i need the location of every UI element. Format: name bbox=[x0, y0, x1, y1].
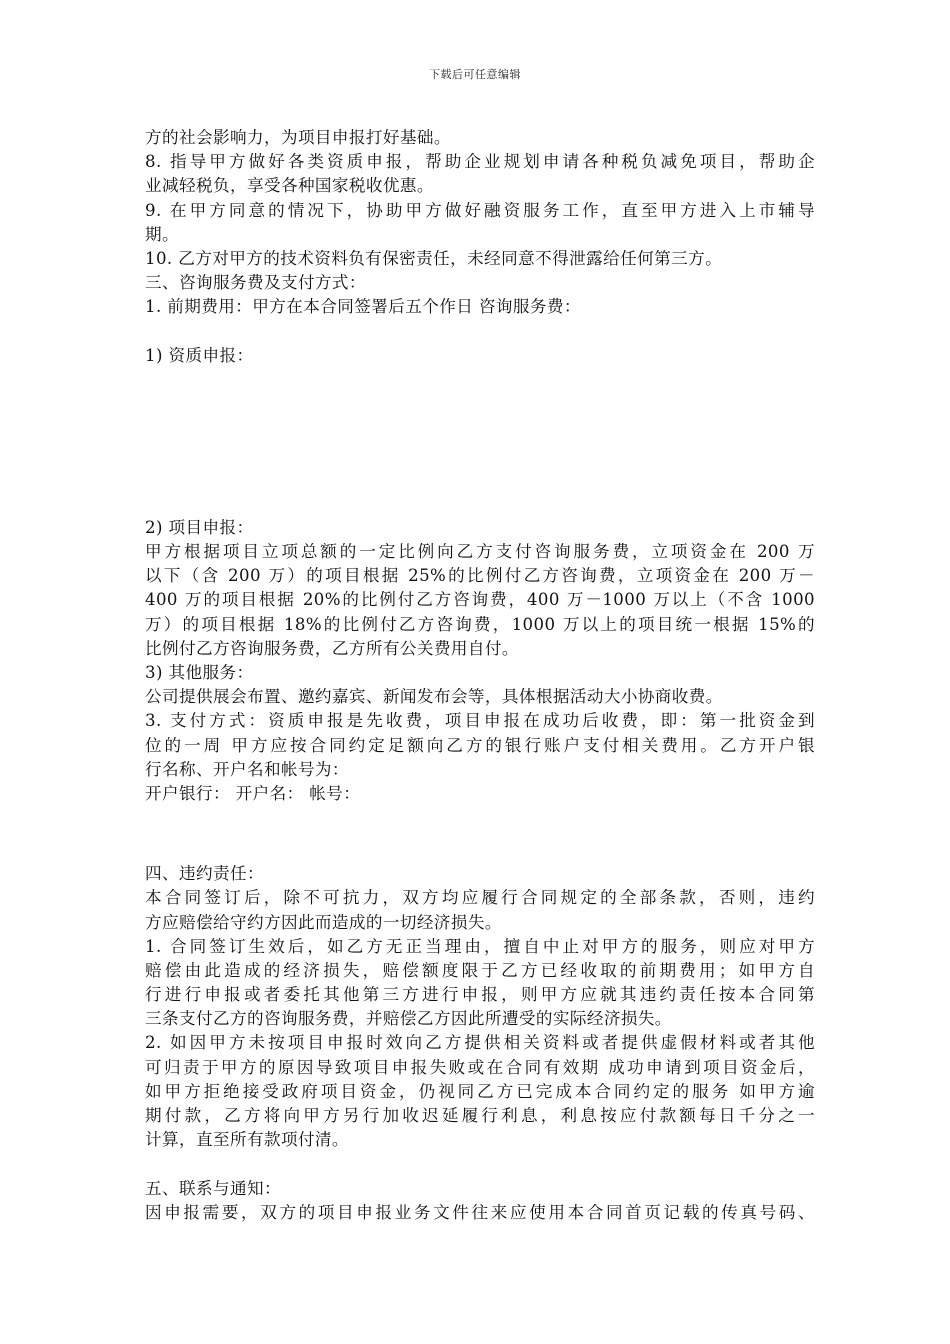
paragraph-line: 400 万的项目根据 20%的比例付乙方咨询费，400 万－1000 万以上（不含 1000 bbox=[145, 590, 815, 610]
paragraph-line: 万）的项目根据 18%的比例付乙方咨询费，1000 万以上的项目统一根据 15%的 bbox=[145, 614, 815, 634]
paragraph-line: 9. 在甲方同意的情况下，协助甲方做好融资服务工作，直至甲方进入上市辅导 bbox=[145, 200, 815, 220]
paragraph-line: 期。 bbox=[145, 224, 179, 244]
paragraph-line: 业减轻税负，享受各种国家税收优惠。 bbox=[145, 176, 434, 196]
paragraph-line: 10. 乙方对甲方的技术资料负有保密责任，未经同意不得泄露给任何第三方。 bbox=[145, 248, 723, 268]
paragraph-line: 因申报需要，双方的项目申报业务文件往来应使用本合同首页记载的传真号码、 bbox=[145, 1202, 815, 1222]
blank-line bbox=[145, 320, 815, 344]
paragraph-line: 行进行申报或者委托其他第三方进行申报，则甲方应就其违约责任按本合同第 bbox=[145, 985, 815, 1005]
paragraph-line: 可归责于甲方的原因导致项目申报失败或在合同有效期 成功申请到项目资金后， bbox=[145, 1057, 815, 1077]
paragraph-line: 期付款，乙方将向甲方另行加收迟延履行利息，利息按应付款额每日千分之一 bbox=[145, 1106, 815, 1125]
paragraph-line: 行名称、开户名和帐号为： bbox=[145, 759, 349, 779]
bank-account-line: 开户银行： 开户名： 帐号： bbox=[145, 783, 361, 803]
section-heading: 三、咨询服务费及支付方式： bbox=[145, 273, 366, 293]
paragraph-line: 甲方根据项目立项总额的一定比例向乙方支付咨询服务费，立项资金在 200 万 bbox=[145, 542, 815, 562]
paragraph-line: 公司提供展会布置、邀约嘉宾、新闻发布会等，具体根据活动大小协商收费。 bbox=[145, 687, 723, 707]
document-body bbox=[145, 126, 815, 1225]
page-header: 下载后可任意编辑 bbox=[429, 68, 521, 81]
paragraph-line: 如甲方拒绝接受政府项目资金，仍视同乙方已完成本合同约定的服务 如甲方逾 bbox=[145, 1081, 815, 1101]
paragraph-line: 2. 如因甲方未按项目申报时效向乙方提供相关资料或者提供虚假材料或者其他 bbox=[145, 1033, 815, 1053]
paragraph-line: 比例付乙方咨询服务费，乙方所有公关费用自付。 bbox=[145, 638, 519, 658]
paragraph-line: 本合同签订后，除不可抗力，双方均应履行合同规定的全部条款，否则，违约 bbox=[145, 888, 815, 908]
paragraph-line: 8. 指导甲方做好各类资质申报，帮助企业规划申请各种税负减免项目，帮助企 bbox=[145, 152, 815, 172]
paragraph-line: 三条支付乙方的咨询服务费，并赔偿乙方因此所遭受的实际经济损失。 bbox=[145, 1009, 672, 1029]
paragraph-line: 计算，直至所有款项付清。 bbox=[145, 1130, 349, 1150]
paragraph-line: 位的一周 甲方应按合同约定足额向乙方的银行账户支付相关费用。乙方开户银 bbox=[145, 735, 815, 755]
section-heading: 五、联系与通知： bbox=[145, 1178, 281, 1198]
section-heading: 四、违约责任： bbox=[145, 864, 264, 884]
paragraph-line: 3. 支付方式：资质申报是先收费，项目申报在成功后收费，即：第一批资金到 bbox=[145, 711, 815, 731]
blank-space bbox=[145, 368, 815, 516]
paragraph-line: 方应赔偿给守约方因此而造成的一切经济损失。 bbox=[145, 912, 502, 932]
paragraph-line: 以下（含 200 万）的项目根据 25%的比例付乙方咨询费，立项资金在 200 万－ bbox=[145, 566, 815, 586]
sub-item-heading: 1) 资质申报： bbox=[145, 345, 254, 365]
sub-item-heading: 2) 项目申报： bbox=[145, 517, 254, 537]
paragraph-line: 方的社会影响力，为项目申报打好基础。 bbox=[145, 128, 451, 147]
blank-space bbox=[145, 806, 815, 862]
paragraph-line: 1. 合同签订生效后，如乙方无正当理由，擅自中止对甲方的服务，则应对甲方 bbox=[145, 936, 815, 956]
paragraph-line: 赔偿由此造成的经济损失，赔偿额度限于乙方已经收取的前期费用；如甲方自 bbox=[145, 960, 815, 980]
paragraph-line: 1. 前期费用：甲方在本合同签署后五个作日 咨询服务费： bbox=[145, 297, 581, 317]
sub-item-heading: 3) 其他服务： bbox=[145, 663, 254, 682]
blank-line bbox=[145, 1152, 815, 1176]
